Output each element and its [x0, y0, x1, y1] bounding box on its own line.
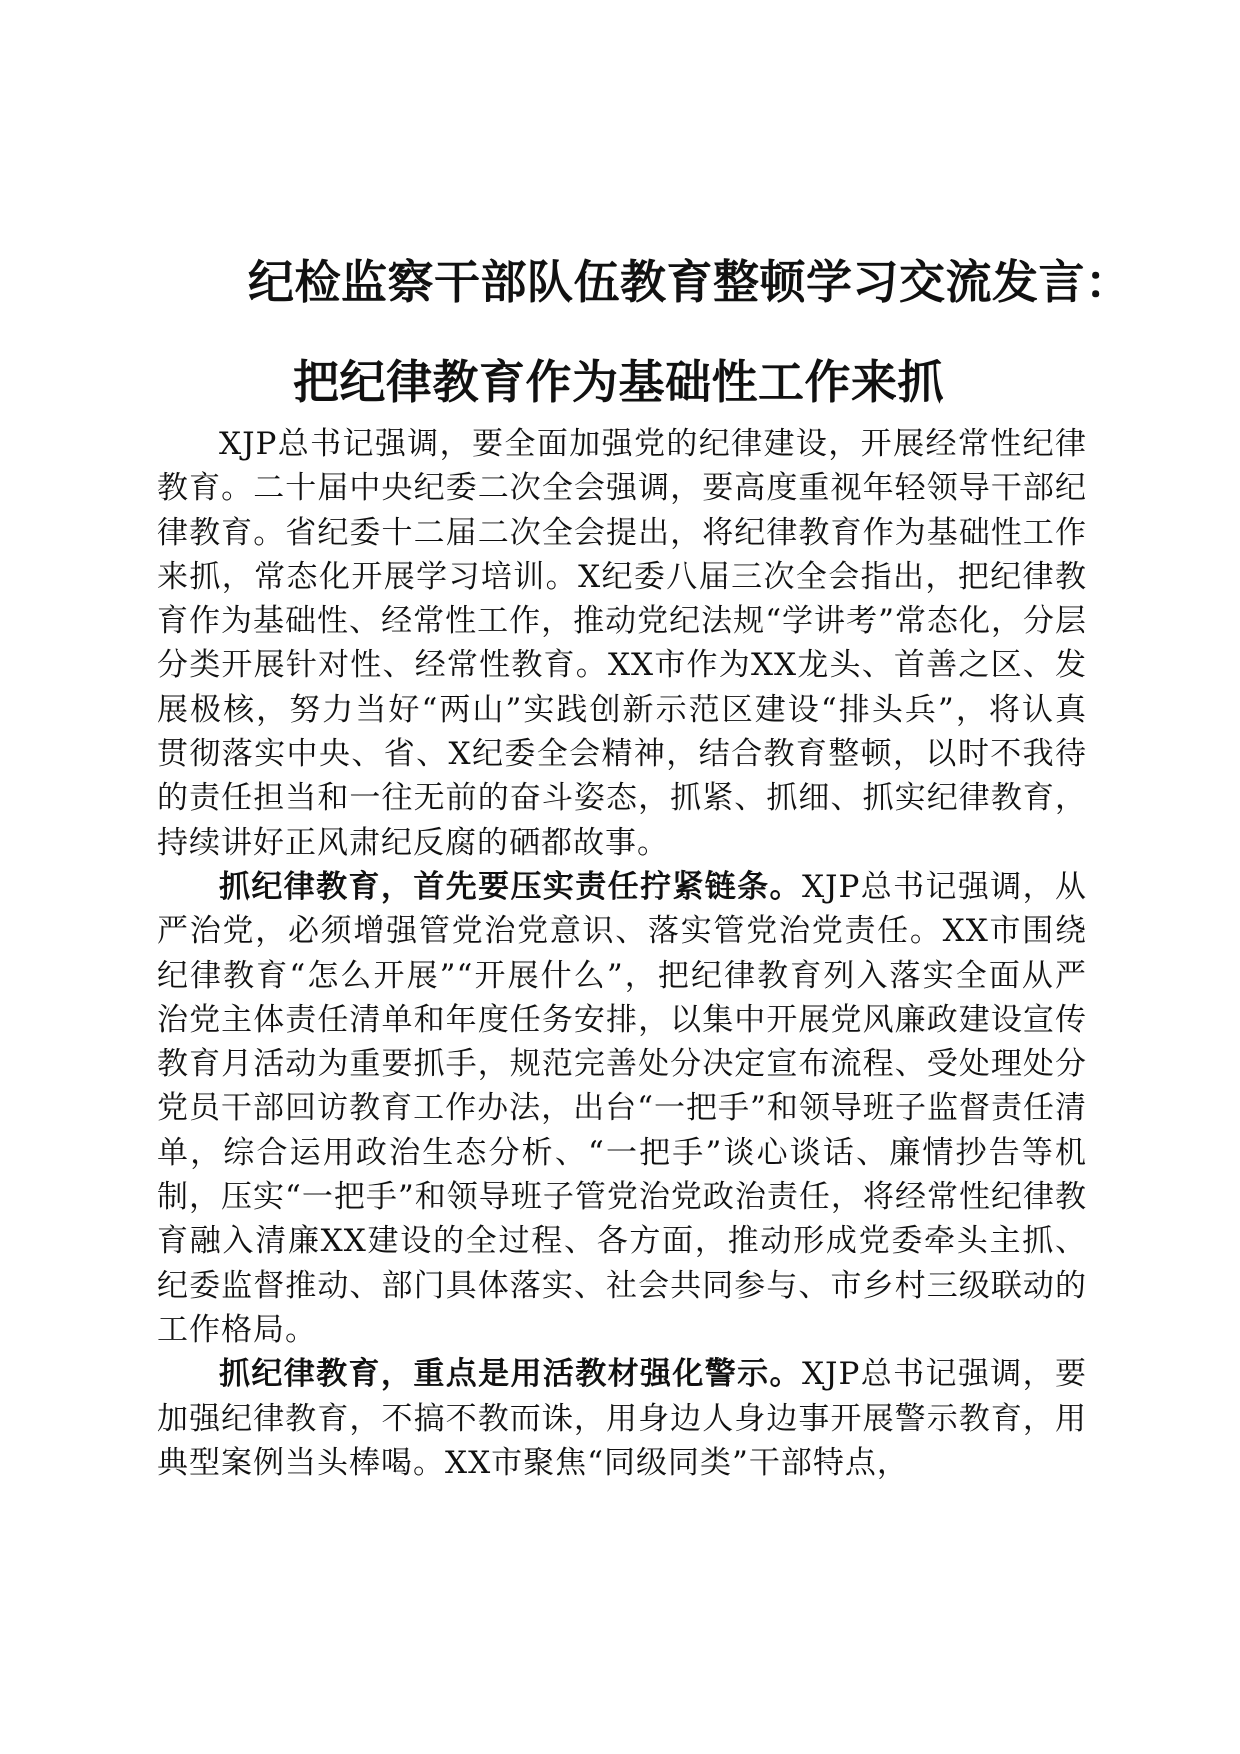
paragraph-warning-education	[157, 1352, 1087, 1485]
paragraph-responsibility	[157, 865, 1087, 1352]
paragraph-lead: 抓纪律教育，首先要压实责任拧紧链条。	[219, 868, 802, 905]
paragraph-lead: 抓纪律教育，重点是用活教材强化警示。	[219, 1356, 802, 1393]
document-title-line-2: 把纪律教育作为基础性工作来抓	[293, 355, 944, 409]
document-body	[157, 422, 1087, 1485]
paragraph-text: XJP总书记强调，要全面加强党的纪律建设，开展经常性纪律教育。二十届中央纪委二次全会强调，要高度重视年轻领导干部纪律教育。省纪委十二届二次全会提出，将纪律教育作为基础性工作来抓，常态化开展学习培训。X纪委八届三次全会指出，把纪律教育作为基础性、经常性工作，推动党纪法规“学讲考”常态化，分层分类开展针对性、经常性教育。XX市作为XX龙头、首善之区、发展极核，努力当好“两山”实践创新示范区建设“排头兵”，将认真贯彻落实中央、省、X纪委全会精神，结合教育整顿，以时不我待的责任担当和一往无前的奋斗姿态，抓紧、抓细、抓实纪律教育，持续讲好正风肃纪反腐的硒都故事。	[157, 426, 1087, 861]
document-title-line-1: 纪检监察干部队伍教育整顿学习交流发言：	[248, 255, 1132, 309]
paragraph-intro	[157, 422, 1087, 865]
paragraph-text: XJP总书记强调，要加强纪律教育，不搞不教而诛，用身边人身边事开展警示教育，用典型案例当头棒喝。XX市聚焦“同级同类”干部特点，	[157, 1356, 1088, 1481]
paragraph-text: XJP总书记强调，从严治党，必须增强管党治党意识、落实管党治党责任。XX市围绕纪律教育“怎么开展”“开展什么”，把纪律教育列入落实全面从严治党主体责任清单和年度任务安排，以集中开展党风廉政建设宣传教育月活动为重要抓手，规范完善处分决定宣布流程、受处理处分党员干部回访教育工作办法，出台“一把手”和领导班子监督责任清单，综合运用政治生态分析、“一把手”谈心谈话、廉情抄告等机制，压实“一把手”和领导班子管党治党政治责任，将经常性纪律教育融入清廉XX建设的全过程、各方面，推动形成党委牵头主抓、纪委监督推动、部门具体落实、社会共同参与、市乡村三级联动的工作格局。	[157, 868, 1088, 1348]
